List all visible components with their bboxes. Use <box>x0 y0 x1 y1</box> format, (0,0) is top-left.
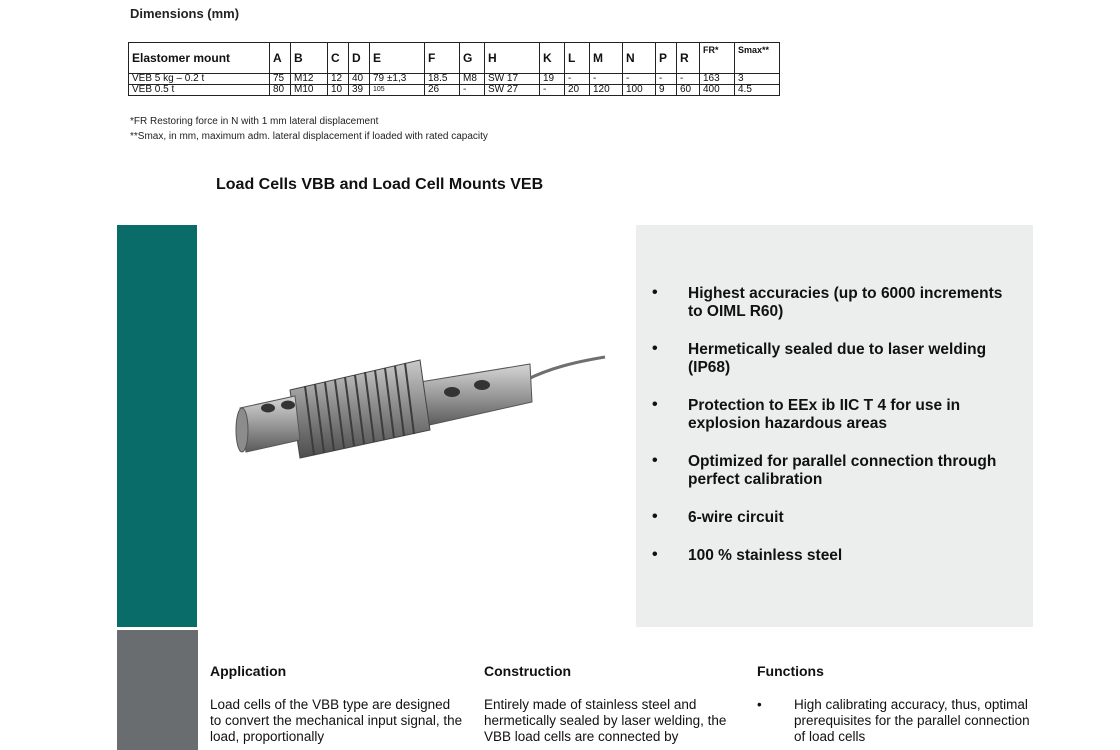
table-header-cell: M <box>590 43 623 74</box>
footnote-lateral-displacement: **Smax, in mm, maximum adm. lateral displacement if loaded with rated capacity <box>130 131 488 142</box>
table-header-cell: P <box>656 43 677 74</box>
bullet-icon: • <box>652 396 658 413</box>
dimensions-table <box>128 42 780 96</box>
table-cell: 19 <box>540 74 565 85</box>
gray-side-bar <box>117 630 198 750</box>
teal-side-bar <box>117 225 197 627</box>
feature-text: Highest accuracies (up to 6000 increments to OIML R60) <box>688 285 1003 320</box>
bullet-icon: • <box>652 546 658 563</box>
table-cell: 4.5 <box>735 85 780 96</box>
table-header-cell: C <box>328 43 349 74</box>
table-cell: 75 <box>270 74 291 85</box>
table-row <box>129 74 780 85</box>
list-item <box>652 285 1012 321</box>
table-cell: - <box>623 74 656 85</box>
table-cell: - <box>540 85 565 96</box>
feature-text: Protection to EEx ib IIC T 4 for use in explosion hazardous areas <box>688 397 961 432</box>
load-cell-image <box>230 330 620 480</box>
table-cell: 12 <box>328 74 349 85</box>
table-cell: 100 <box>623 85 656 96</box>
table-cell: 400 <box>700 85 735 96</box>
feature-list <box>652 285 1012 585</box>
table-header-cell: Smax** <box>735 43 780 74</box>
bullet-icon: • <box>652 508 658 525</box>
table-header-cell: FR* <box>700 43 735 74</box>
list-item <box>652 547 1012 565</box>
table-cell: 3 <box>735 74 780 85</box>
bullet-icon: • <box>652 340 658 357</box>
table-cell: 10 <box>328 85 349 96</box>
feature-text: 6-wire circuit <box>688 509 784 526</box>
table-cell: 9 <box>656 85 677 96</box>
table-header-cell: L <box>565 43 590 74</box>
table-cell: VEB 5 kg – 0.2 t <box>129 74 270 85</box>
table-header-cell: A <box>270 43 291 74</box>
table-cell: 79 ±1,3 <box>370 74 425 85</box>
page-title: Load Cells VBB and Load Cell Mounts VEB <box>216 176 544 193</box>
table-cell: 120 <box>590 85 623 96</box>
table-cell: 40 <box>349 74 370 85</box>
table-header-cell: Elastomer mount <box>129 43 270 74</box>
table-cell: 20 <box>565 85 590 96</box>
table-cell: - <box>590 74 623 85</box>
list-item <box>652 341 1012 377</box>
table-header-cell: N <box>623 43 656 74</box>
feature-text: Optimized for parallel connection through perfect calibration <box>688 453 997 488</box>
table-header-row <box>129 43 780 74</box>
table-header-cell: D <box>349 43 370 74</box>
bullet-icon: • <box>757 697 762 712</box>
table-header-cell: H <box>485 43 540 74</box>
table-header-cell: G <box>460 43 485 74</box>
table-cell: VEB 0.5 t <box>129 85 270 96</box>
table-header-cell: B <box>291 43 328 74</box>
table-row <box>129 85 780 96</box>
table-cell: - <box>656 74 677 85</box>
table-cell: 18.5 <box>425 74 460 85</box>
table-cell: 105 <box>370 85 425 96</box>
table-cell: - <box>677 74 700 85</box>
table-cell: M8 <box>460 74 485 85</box>
bullet-icon: • <box>652 452 658 469</box>
bullet-icon: • <box>652 284 658 301</box>
list-item <box>652 453 1012 489</box>
application-text: Load cells of the VBB type are designed to convert the mechanical input signal, the load, proportionally <box>210 697 463 744</box>
table-header-cell: R <box>677 43 700 74</box>
bellows <box>290 360 430 458</box>
construction-heading: Construction <box>484 663 572 679</box>
list-item <box>652 509 1012 527</box>
table-cell: M10 <box>291 85 328 96</box>
table-cell: 163 <box>700 74 735 85</box>
table-cell: SW 17 <box>485 74 540 85</box>
dimensions-heading: Dimensions (mm) <box>130 6 240 21</box>
table-header-cell: F <box>425 43 460 74</box>
functions-heading: Functions <box>757 663 824 679</box>
list-item <box>652 397 1012 433</box>
table-header-cell: E <box>370 43 425 74</box>
footnote-restoring-force: *FR Restoring force in N with 1 mm lateral displacement <box>130 116 379 127</box>
functions-text: High calibrating accuracy, thus, optimal prerequisites for the parallel connection of load cells <box>794 697 1030 744</box>
table-cell: M12 <box>291 74 328 85</box>
table-cell: 60 <box>677 85 700 96</box>
table-cell: - <box>565 74 590 85</box>
table-cell: SW 27 <box>485 85 540 96</box>
construction-text: Entirely made of stainless steel and hermetically sealed by laser welding, the VBB load cells are connected by <box>484 697 727 744</box>
feature-text: Hermetically sealed due to laser welding (IP68) <box>688 341 987 376</box>
table-cell: - <box>460 85 485 96</box>
table-cell: 39 <box>349 85 370 96</box>
feature-text: 100 % stainless steel <box>688 547 843 564</box>
table-cell: 80 <box>270 85 291 96</box>
table-cell: 26 <box>425 85 460 96</box>
application-heading: Application <box>210 663 287 679</box>
table-header-cell: K <box>540 43 565 74</box>
